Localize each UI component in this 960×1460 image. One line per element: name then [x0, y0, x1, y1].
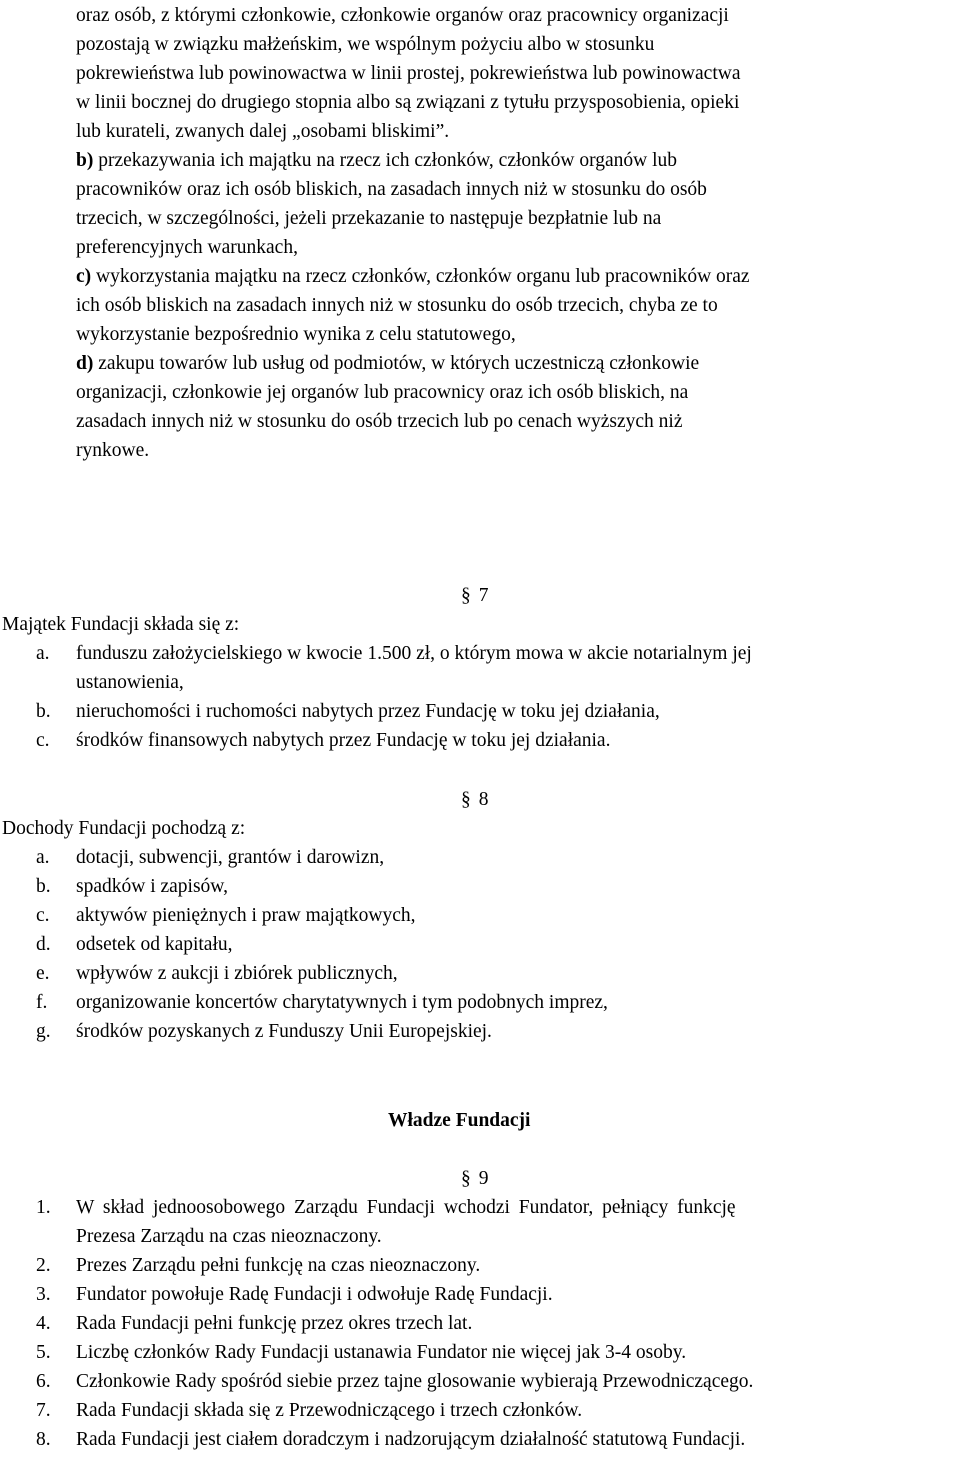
section-symbol: § — [461, 789, 471, 810]
section-8-intro: Dochody Fundacji pochodzą z: — [2, 818, 246, 839]
list-item-text: Fundator powołuje Radę Fundacji i odwołuje Radę Fundacji. — [76, 1284, 553, 1305]
list-item-text: odsetek od kapitału, — [76, 934, 233, 955]
list-item-text: Prezes Zarządu pełni funkcję na czas nieoznaczony. — [76, 1255, 481, 1276]
item-b-text-1: przekazywania ich majątku na rzecz ich członków, członków organów lub — [93, 150, 678, 171]
section-7-heading — [461, 584, 489, 608]
section-9-heading — [461, 1167, 489, 1191]
section-symbol: § — [461, 1168, 471, 1189]
list-item-text: W skład jednoosobowego Zarządu Fundacji wchodzi Fundator, pełniący funkcję — [76, 1197, 736, 1218]
section-7-intro: Majątek Fundacji składa się z: — [2, 614, 240, 635]
intro-line-3: pokrewieństwa lub powinowactwa w linii prostej, pokrewieństwa lub powinowactwa — [76, 63, 741, 84]
list-item-label: 4. — [36, 1313, 51, 1334]
list-item-text: spadków i zapisów, — [76, 876, 229, 897]
list-item-text: aktywów pieniężnych i praw majątkowych, — [76, 905, 416, 926]
section-number: 9 — [478, 1168, 489, 1189]
list-item-label: 5. — [36, 1342, 51, 1363]
list-item-label: 8. — [36, 1429, 51, 1450]
list-item-text: funduszu założycielskiego w kwocie 1.500 zł, o którym mowa w akcie notarialnym jej — [76, 643, 752, 664]
list-item-label: f. — [36, 992, 48, 1013]
item-c-line-3: wykorzystanie bezpośrednio wynika z celu statutowego, — [76, 324, 516, 345]
list-item-text: wpływów z aukcji i zbiórek publicznych, — [76, 963, 398, 984]
list-item-label: d. — [36, 934, 51, 955]
list-item-text-cont: Prezesa Zarządu na czas nieoznaczony. — [76, 1226, 382, 1247]
item-d-line-4: rynkowe. — [76, 440, 150, 461]
list-item-text: Liczbę członków Rady Fundacji ustanawia Fundator nie więcej jak 3-4 osoby. — [76, 1342, 687, 1363]
list-item — [36, 642, 960, 695]
list-item-label: c. — [36, 905, 50, 926]
item-d-line-3: zasadach innych niż w stosunku do osób trzecich lub po cenach wyższych niż — [76, 411, 683, 432]
item-b-label: b) — [76, 150, 94, 171]
list-item-text: nieruchomości i ruchomości nabytych przez Fundację w toku jej działania, — [76, 701, 660, 722]
item-c-line-2: ich osób bliskich na zasadach innych niż w stosunku do osób trzecich, chyba ze to — [76, 295, 718, 316]
list-item-label: g. — [36, 1021, 51, 1042]
list-item-text: Rada Fundacji jest ciałem doradczym i nadzorującym działalność statutową Fundacji. — [76, 1429, 746, 1450]
section-symbol: § — [461, 585, 471, 606]
item-d-text-1: zakupu towarów lub usług od podmiotów, w których uczestniczą członkowie — [93, 353, 700, 374]
list-item-label: c. — [36, 730, 50, 751]
section-number: 8 — [478, 789, 489, 810]
item-c-line-1 — [76, 265, 750, 289]
list-item-text-cont: ustanowienia, — [76, 672, 184, 693]
item-b-line-1 — [76, 149, 677, 173]
list-item-text: Członkowie Rady spośród siebie przez tajne glosowanie wybierają Przewodniczącego. — [76, 1371, 754, 1392]
item-b-line-3: trzecich, w szczególności, jeżeli przekazanie to następuje bezpłatnie lub na — [76, 208, 662, 229]
list-item-label: 7. — [36, 1400, 51, 1421]
item-c-label: c) — [76, 266, 92, 287]
list-item-text: organizowanie koncertów charytatywnych i tym podobnych imprez, — [76, 992, 608, 1013]
list-item-label: b. — [36, 701, 51, 722]
intro-line-4: w linii bocznej do drugiego stopnia albo są związani z tytułu przysposobienia, opieki — [76, 92, 740, 113]
list-item-label: 2. — [36, 1255, 51, 1276]
item-d-line-2: organizacji, członkowie jej organów lub pracownicy oraz ich osób bliskich, na — [76, 382, 689, 403]
item-d-label: d) — [76, 353, 94, 374]
section-heading-wladze: Władze Fundacji — [388, 1110, 531, 1131]
intro-line-5: lub kurateli, zwanych dalej „osobami bliskimi”. — [76, 121, 450, 142]
list-item-text: Rada Fundacji składa się z Przewodniczącego i trzech członków. — [76, 1400, 583, 1421]
list-item-label: a. — [36, 643, 50, 664]
section-8-heading — [461, 788, 489, 812]
list-item-text: środków finansowych nabytych przez Fundację w toku jej działania. — [76, 730, 611, 751]
list-item-text: Rada Fundacji pełni funkcję przez okres trzech lat. — [76, 1313, 473, 1334]
section-number: 7 — [478, 585, 489, 606]
list-item-label: 1. — [36, 1197, 51, 1218]
intro-line-1: oraz osób, z którymi członkowie, członkowie organów oraz pracownicy organizacji — [76, 5, 729, 26]
item-d-line-1 — [76, 352, 699, 376]
list-item-label: a. — [36, 847, 50, 868]
item-b-line-2: pracowników oraz ich osób bliskich, na zasadach innych niż w stosunku do osób — [76, 179, 707, 200]
list-item-label: 6. — [36, 1371, 51, 1392]
list-item-text: dotacji, subwencji, grantów i darowizn, — [76, 847, 385, 868]
list-item-label: b. — [36, 876, 51, 897]
list-item-label: 3. — [36, 1284, 51, 1305]
list-item-label: e. — [36, 963, 50, 984]
item-b-line-4: preferencyjnych warunkach, — [76, 237, 298, 258]
item-c-text-1: wykorzystania majątku na rzecz członków, członków organu lub pracowników oraz — [91, 266, 750, 287]
intro-line-2: pozostają w związku małżeńskim, we wspólnym pożyciu albo w stosunku — [76, 34, 655, 55]
list-item-text: środków pozyskanych z Funduszy Unii Europejskiej. — [76, 1021, 492, 1042]
list-item — [36, 1196, 960, 1249]
